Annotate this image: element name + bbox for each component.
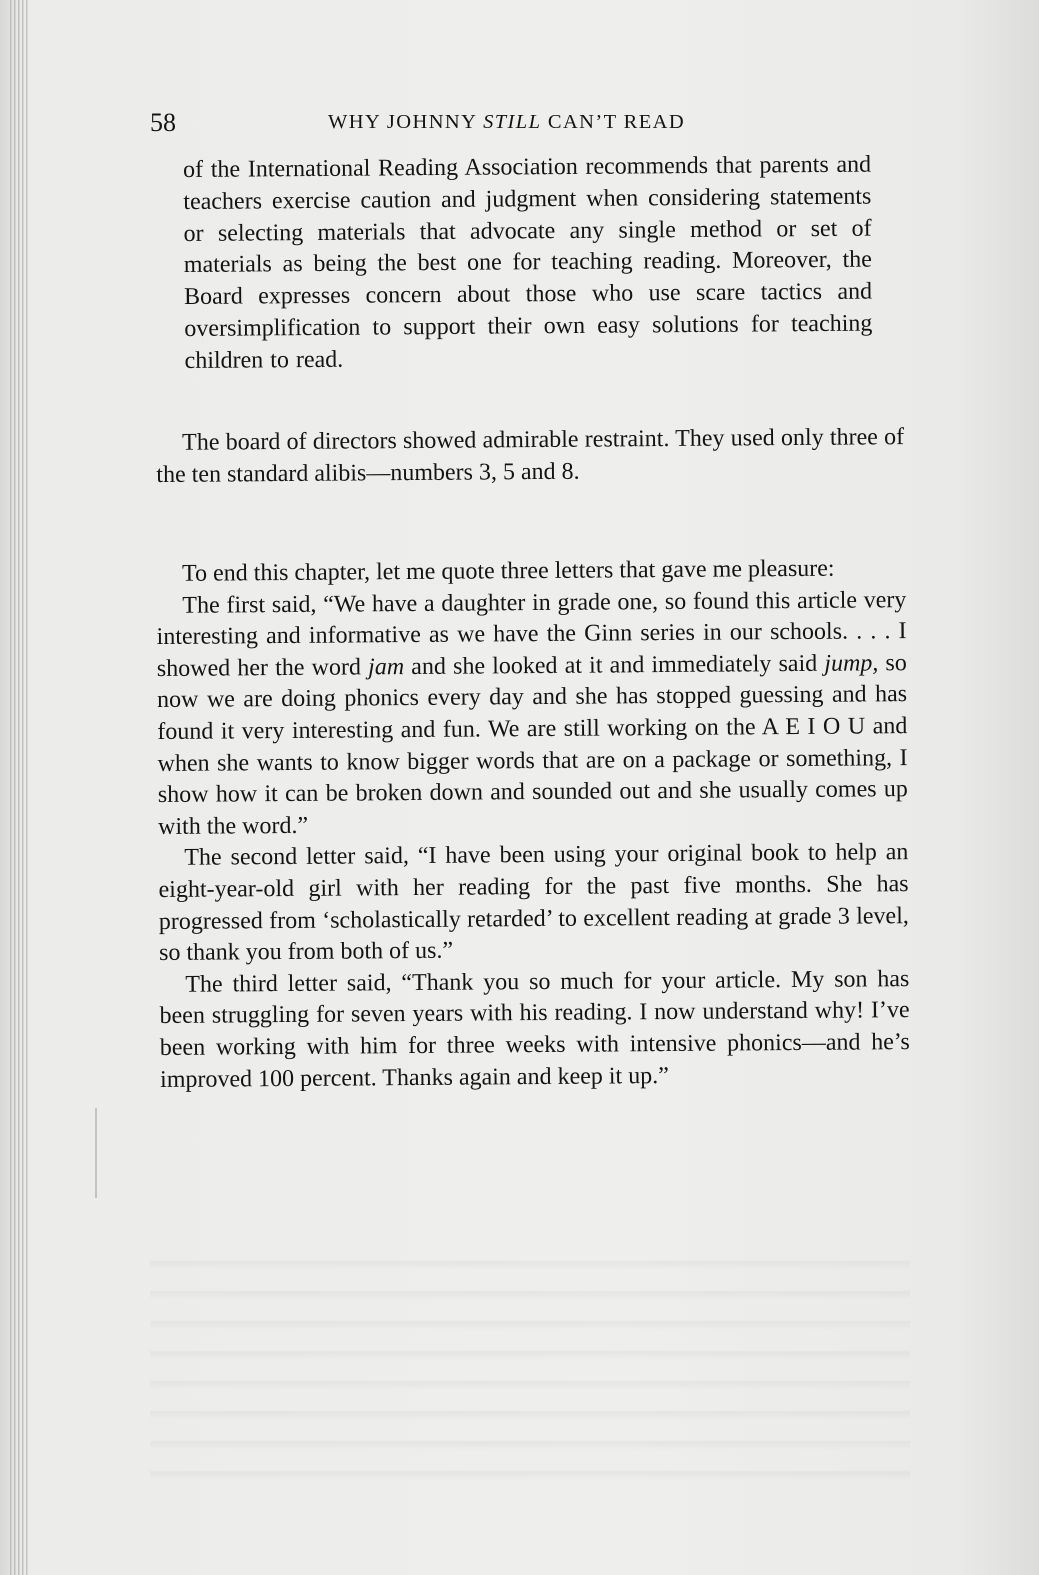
margin-pencil-mark bbox=[95, 1108, 97, 1198]
first-letter-part-c: so now we are doing phonics every day and she has stopped guessing and has found it very interesting and fun. We are still working on the A E I O U and when she wants to know bigger words that are on a package or something, I show how it can be broken down and sounded out and she usually comes up with the word.” bbox=[157, 649, 908, 840]
page-edge-shading bbox=[10, 0, 28, 1575]
word-jump: jump, bbox=[824, 650, 879, 677]
first-letter-part-a: The first said, “We have a daughter in grade one, so found this article very interesting and informative as we have the Ginn series in our schools. . . . I showed her the word bbox=[156, 586, 907, 682]
quoted-resolution-text: of the International Reading Association recommends that parents and teachers exercise caution and judgment when considering statements or selecting materials that advocate any single method or set of materials as being the best one for teaching reading. Moreover, the Board expresses concern about those who use scare tactics and oversimplification to support their own easy solutions for teaching children to read. bbox=[183, 151, 873, 374]
running-head bbox=[328, 111, 685, 134]
running-head-post: CAN’T READ bbox=[541, 111, 686, 133]
letters-intro: To end this chapter, let me quote three letters that gave me pleasure: bbox=[182, 555, 835, 587]
third-letter: The third letter said, “Thank you so much for your article. My son has been struggling for seven years with his reading. I now understand why! I’ve been working with him for three weeks with intensive phonics—and he’s improved 100 percent. Thanks again and keep it up.” bbox=[159, 965, 910, 1093]
restraint-paragraph-text: The board of directors showed admirable restraint. They used only three of the ten standard alibis—numbers 3, 5 and 8. bbox=[156, 424, 905, 488]
running-head-pre: WHY JOHNNY bbox=[328, 111, 484, 133]
word-jam: jam bbox=[367, 653, 405, 681]
first-letter bbox=[156, 585, 908, 844]
show-through-text bbox=[150, 1240, 910, 1480]
letters-section bbox=[156, 553, 910, 1096]
quoted-resolution bbox=[183, 150, 873, 378]
page-header bbox=[150, 108, 910, 142]
restraint-paragraph bbox=[156, 422, 904, 491]
running-head-italic: STILL bbox=[483, 111, 542, 133]
first-letter-part-b: and she looked at it and immediately said bbox=[403, 650, 825, 680]
page-number: 58 bbox=[150, 108, 176, 137]
second-letter: The second letter said, “I have been using your original book to help an eight-year-old girl with her reading for the past five months. She has progressed from ‘scholastically retarded’ to excellent reading at grade 3 level, so thank you from both of us.” bbox=[158, 839, 909, 967]
